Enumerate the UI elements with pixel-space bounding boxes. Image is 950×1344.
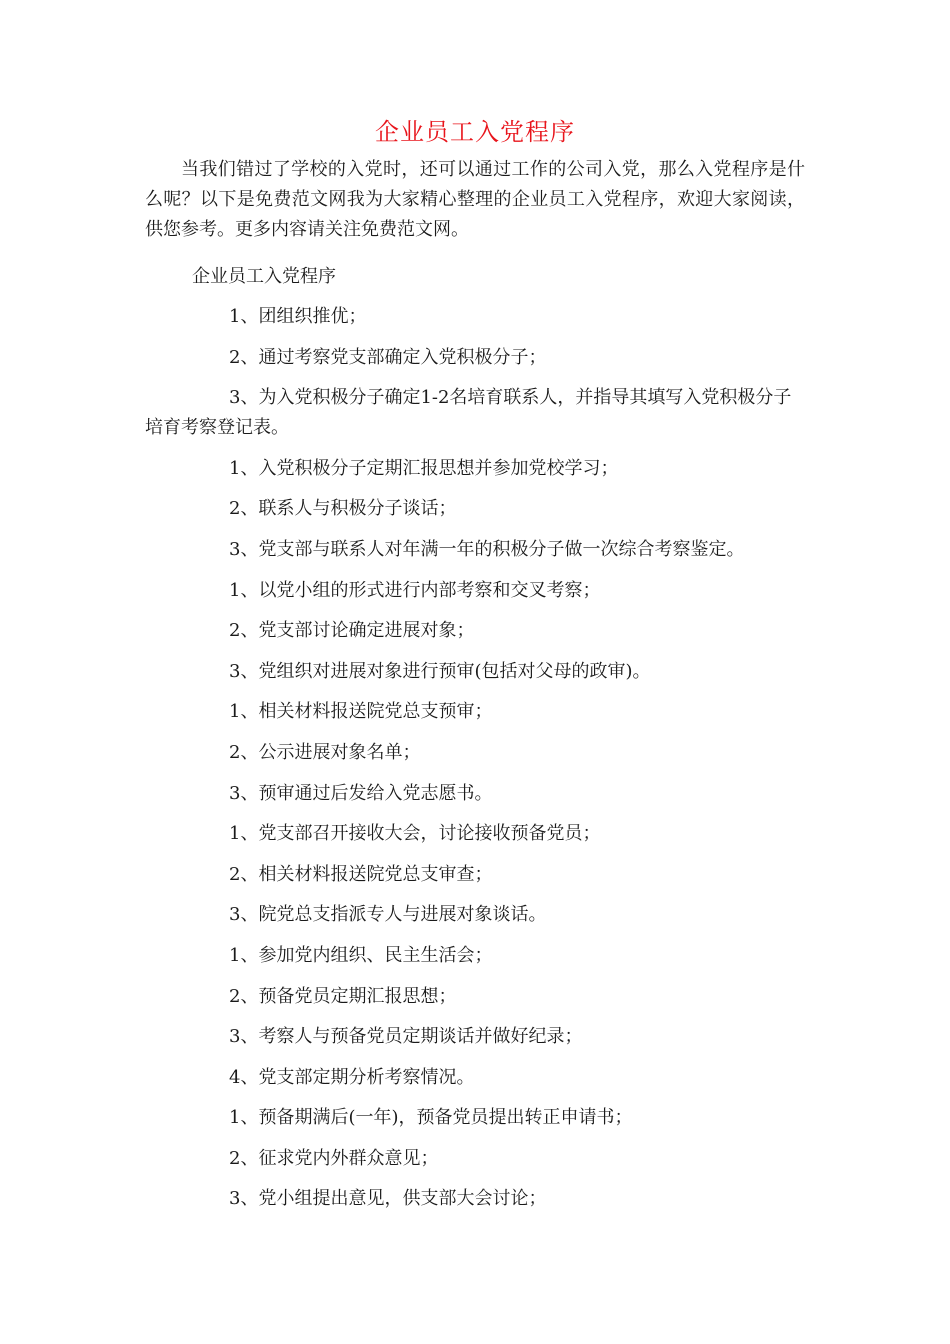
list-item: 1、团组织推优； [229, 306, 367, 327]
list-item: 3、党支部与联系人对年满一年的积极分子做一次综合考察鉴定。 [229, 538, 745, 560]
list-item: 2、通过考察党支部确定入党积极分子； [229, 346, 547, 368]
list-item: 1、参加党内组织、民主生活会； [229, 944, 493, 966]
list-item: 3、为入党积极分子确定1-2名培育联系人，并指导其填写入党积极分子培育考察登记表。 [145, 387, 792, 439]
list-item: 3、院党总支指派专人与进展对象谈话。 [229, 904, 547, 926]
intro-paragraph: 当我们错过了学校的入党时，还可以通过工作的公司入党，那么入党程序是什么呢？以下是免费范文网我为大家精心整理的企业员工入党程序，欢迎大家阅读，供您参考。更多内容请关注免费范文网。 [145, 159, 805, 240]
list-item: 2、党支部讨论确定进展对象； [229, 620, 475, 642]
list-item: 1、入党积极分子定期汇报思想并参加党校学习； [229, 457, 619, 479]
list-item: 1、党支部召开接收大会，讨论接收预备党员； [229, 823, 601, 845]
list-item: 3、考察人与预备党员定期谈话并做好纪录； [229, 1026, 583, 1048]
list-item: 2、相关材料报送院党总支审查； [229, 863, 493, 885]
list-item: 2、预备党员定期汇报思想； [229, 985, 457, 1007]
list-item: 3、党小组提出意见，供支部大会讨论； [229, 1188, 547, 1210]
list-item: 1、相关材料报送院党总支预审； [229, 701, 493, 723]
steps-list [145, 302, 805, 1225]
list-item: 2、联系人与积极分子谈话； [229, 498, 457, 520]
list-item: 1、预备期满后(一年)，预备党员提出转正申请书； [229, 1107, 633, 1129]
list-item: 2、征求党内外群众意见； [229, 1147, 439, 1169]
document-title: 企业员工入党程序 [375, 118, 575, 146]
list-item: 4、党支部定期分析考察情况。 [229, 1066, 475, 1088]
list-item: 2、公示进展对象名单； [229, 741, 421, 763]
list-item: 3、预审通过后发给入党志愿书。 [229, 782, 493, 804]
list-item: 1、以党小组的形式进行内部考察和交叉考察； [229, 579, 601, 601]
section-subheading: 企业员工入党程序 [192, 266, 336, 287]
list-item: 3、党组织对进展对象进行预审(包括对父母的政审)。 [229, 660, 651, 682]
